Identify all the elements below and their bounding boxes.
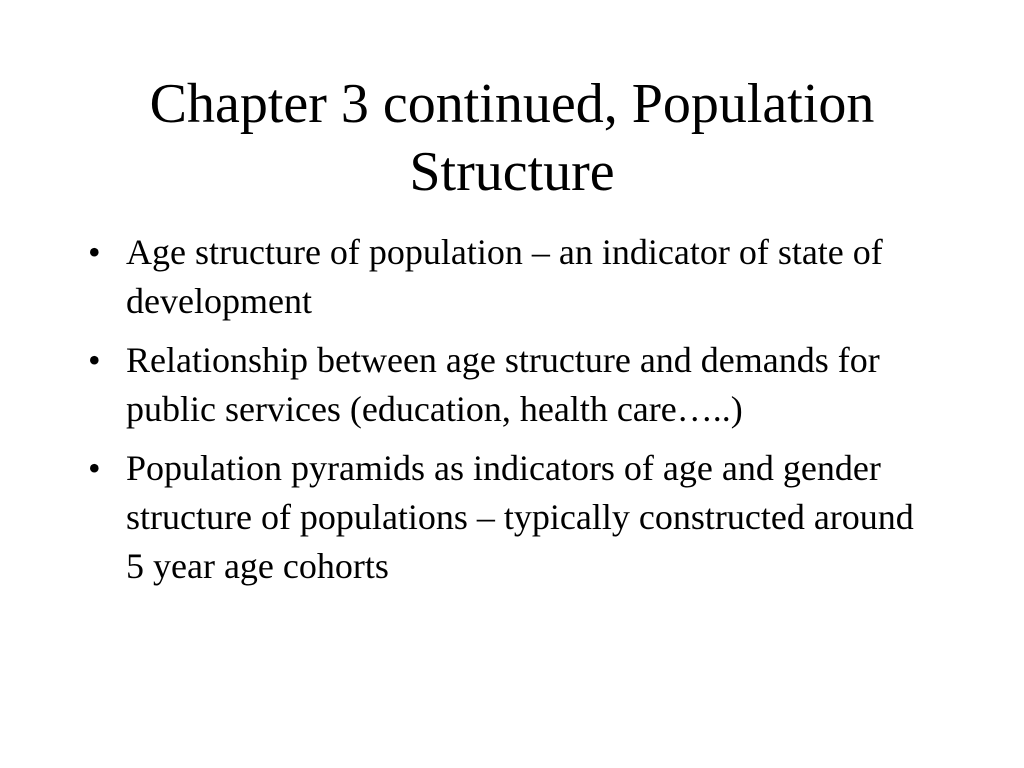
bullet-item-age-structure <box>88 228 918 326</box>
bullet-icon: • <box>88 340 101 380</box>
bullet-text: Relationship between age structure and demands for public services (education, health care…..) <box>126 340 880 429</box>
title-line-2: Structure <box>409 141 615 203</box>
bullet-icon: • <box>88 448 101 488</box>
bullet-icon: • <box>88 232 101 272</box>
bullet-item-population-pyramids <box>88 444 918 591</box>
slide-title <box>60 70 964 206</box>
bullet-list <box>88 228 918 601</box>
title-line-1: Chapter 3 continued, Population <box>149 73 875 135</box>
bullet-text: Age structure of population – an indicator of state of development <box>126 232 883 321</box>
bullet-text: Population pyramids as indicators of age and gender structure of populations – typically constructed around 5 year age cohorts <box>126 448 914 586</box>
bullet-item-public-services <box>88 336 918 434</box>
